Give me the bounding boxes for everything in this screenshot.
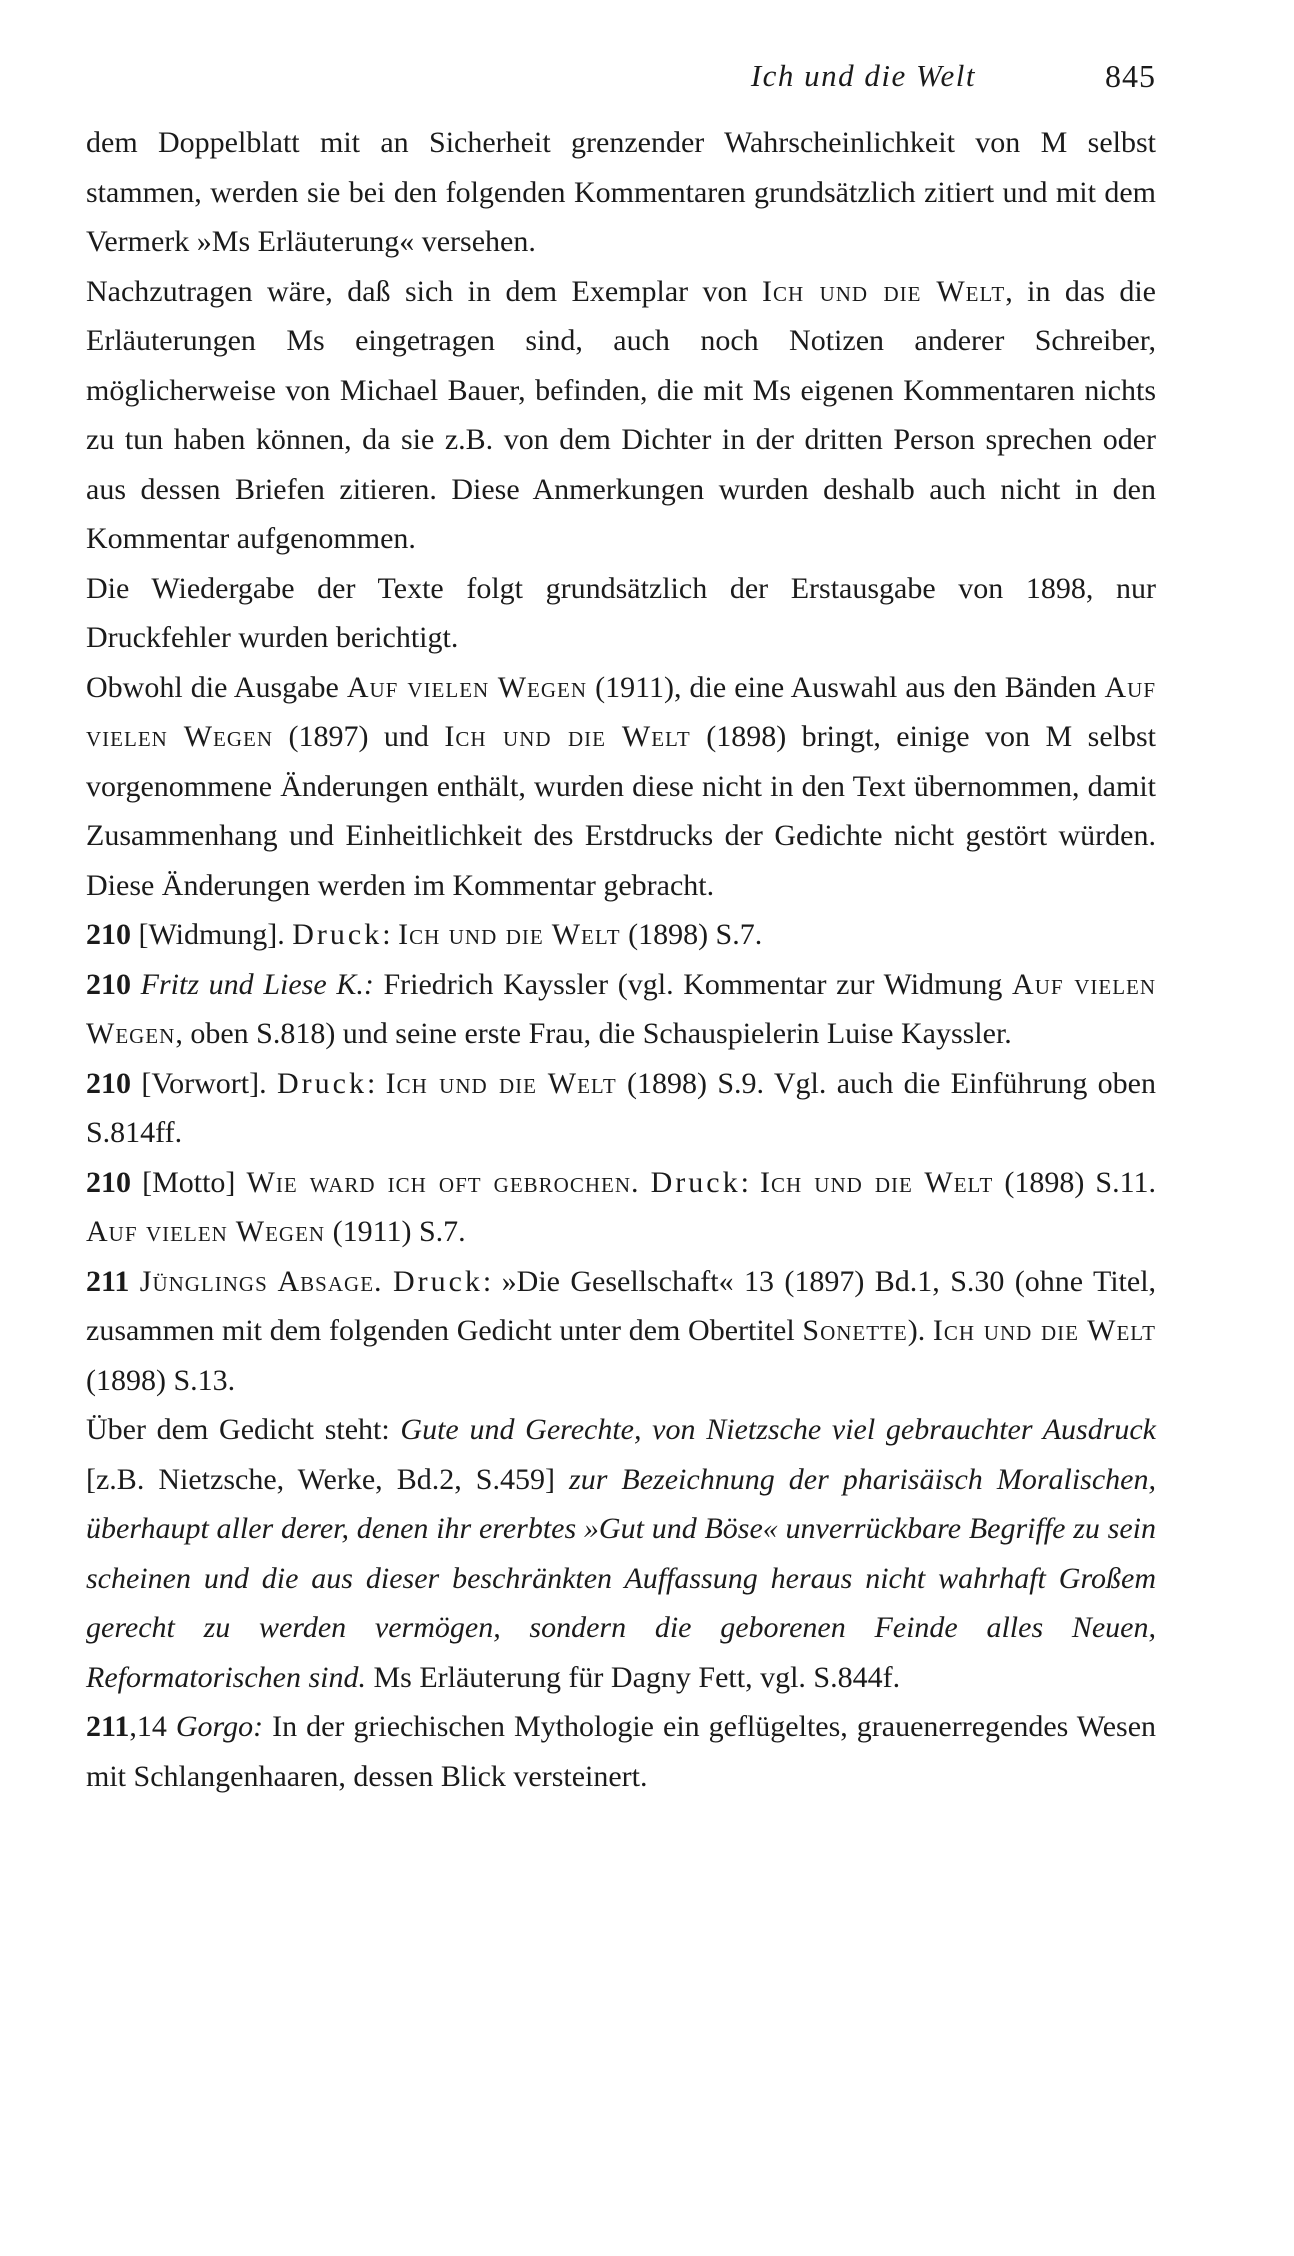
page-number: 845 bbox=[1105, 58, 1156, 94]
text-segment: Druck bbox=[276, 1066, 367, 1100]
entry-number: 210 bbox=[86, 1165, 131, 1199]
paragraph bbox=[86, 1158, 1156, 1257]
text-segment: Gorgo: bbox=[175, 1710, 264, 1743]
entry-number: 210 bbox=[86, 918, 131, 951]
text-segment: Druck bbox=[392, 1264, 483, 1298]
paragraph bbox=[86, 118, 1156, 267]
text-segment: Wie ward ich oft gebrochen. bbox=[246, 1165, 640, 1199]
text-segment: Auf vielen Wegen bbox=[86, 1215, 326, 1248]
text-segment: Ich und die Welt bbox=[932, 1314, 1156, 1347]
text-segment: Friedrich Kayssler (vgl. Kommentar zur Widmung bbox=[373, 967, 1013, 1001]
text-segment: Ich und die Welt bbox=[398, 918, 621, 951]
running-head bbox=[86, 40, 1156, 110]
text-segment: (1911), die eine Auswahl aus den Bänden bbox=[587, 670, 1105, 704]
commentary-body bbox=[86, 118, 1156, 1801]
paragraph bbox=[86, 663, 1156, 911]
running-title: Ich und die Welt bbox=[750, 58, 976, 93]
text-segment: Fritz und Liese K.: bbox=[140, 967, 374, 1001]
entry-number: 211 bbox=[86, 1264, 130, 1298]
text-segment: Gute und Gerechte, von Nietzsche viel gebrauchter Ausdruck bbox=[400, 1413, 1156, 1446]
text-segment: [z.B. Nietzsche, Werke, Bd.2, S.459] bbox=[86, 1462, 570, 1496]
text-segment: ,14 bbox=[129, 1710, 176, 1743]
paragraph bbox=[86, 1257, 1156, 1406]
text-segment bbox=[131, 968, 141, 1001]
text-segment: (1898) S.11. bbox=[993, 1165, 1157, 1199]
entry-number: 210 bbox=[86, 967, 131, 1001]
text-segment: dem Doppelblatt mit an Sicherheit grenzender Wahrscheinlichkeit von M selbst stammen, werden sie bei den folgenden Kommentaren grundsätzlich zitiert und mit dem Vermerk »Ms Erläuterung« versehen. bbox=[86, 126, 1156, 258]
text-segment: (1898) S.13. bbox=[86, 1363, 236, 1397]
text-segment: : bbox=[382, 918, 399, 951]
text-segment: , in das die Erläuterungen Ms eingetragen sind, auch noch Notizen anderer Schreiber, möglicherweise von Michael Bauer, befinden, die mit Ms eigenen Kommentaren nichts zu tun haben können, da sie z.B. von dem Dichter in der dritten Person sprechen oder aus dessen Briefen zitieren. Diese Anmerkungen wurden deshalb auch nicht in den Kommentar aufgenommen. bbox=[86, 274, 1156, 555]
text-segment: (1898) S.9. Vgl. auch die Einführung oben S.814ff. bbox=[86, 1066, 1156, 1149]
paragraph bbox=[86, 1702, 1156, 1801]
text-segment: Auf vielen Wegen bbox=[86, 967, 1157, 1050]
text-segment bbox=[129, 1265, 139, 1298]
text-segment: Ich und die Welt bbox=[444, 720, 691, 753]
text-segment: Ms Erläuterung für Dagny Fett, vgl. S.844f. bbox=[365, 1660, 901, 1694]
text-segment: Ich und die Welt bbox=[385, 1066, 617, 1100]
entry-number: 211 bbox=[86, 1710, 130, 1743]
text-segment: Ich und die Welt bbox=[760, 1165, 994, 1199]
text-segment: Auf vielen Wegen bbox=[86, 670, 1157, 753]
paragraph bbox=[86, 564, 1156, 663]
text-segment: Nachzutragen wäre, daß sich in dem Exemplar von bbox=[86, 274, 762, 308]
text-segment: In der griechischen Mythologie ein geflügeltes, grauenerregendes Wesen mit Schlangenhaaren, dessen Blick versteinert. bbox=[86, 1710, 1157, 1793]
book-page bbox=[86, 40, 1156, 1801]
text-segment: [Vorwort]. bbox=[131, 1066, 277, 1100]
paragraph bbox=[86, 267, 1156, 564]
text-segment: : bbox=[740, 1165, 761, 1199]
text-segment: Über dem Gedicht steht: bbox=[86, 1413, 401, 1446]
text-segment: zur Bezeichnung der pharisäisch Moralischen, überhaupt aller derer, denen ihr ererbtes »Gut und Böse« unverrückbare Begriffe zu sein scheinen und die aus dieser beschränkten Auffassung heraus nicht wahrhaft Großem gerecht zu werden vermögen, sondern die geborenen Feinde alles Neuen, Reformatorischen sind. bbox=[86, 1462, 1156, 1694]
text-segment: : »Die Gesellschaft« 13 (1897) Bd.1, S.30 (ohne Titel, zusammen mit dem folgenden Gedicht unter dem Obertitel bbox=[86, 1264, 1157, 1347]
text-segment: Die Wiedergabe der Texte folgt grundsätzlich der Erstausgabe von 1898, nur Druckfehler wurden berichtigt. bbox=[86, 571, 1156, 654]
text-segment: Druck bbox=[650, 1165, 741, 1199]
text-segment bbox=[640, 1166, 651, 1199]
text-segment: ). bbox=[907, 1314, 933, 1347]
text-segment: , oben S.818) und seine erste Frau, die Schauspielerin Luise Kayssler. bbox=[175, 1017, 1012, 1050]
entry-number: 210 bbox=[86, 1066, 131, 1100]
text-segment: [Widmung]. bbox=[131, 918, 293, 951]
text-segment: (1898) bringt, einige von M selbst vorgenommene Änderungen enthält, wurden diese nicht in den Text übernommen, damit Zusammenhang und Einheitlichkeit des Erstdrucks der Gedichte nicht gestört würden. Diese Änderungen werden im Kommentar gebracht. bbox=[86, 720, 1156, 902]
text-segment bbox=[383, 1265, 393, 1298]
text-segment: Sonette bbox=[802, 1314, 908, 1347]
text-segment: [Motto] bbox=[131, 1165, 247, 1199]
text-segment: (1911) S.7. bbox=[325, 1215, 466, 1248]
text-segment: Auf vielen Wegen bbox=[346, 670, 588, 704]
text-segment: Jünglings Absage. bbox=[139, 1264, 383, 1298]
text-segment: (1897) und bbox=[273, 720, 445, 753]
text-segment: Obwohl die Ausgabe bbox=[86, 670, 347, 704]
text-segment: : bbox=[366, 1066, 386, 1100]
paragraph bbox=[86, 1405, 1156, 1702]
paragraph bbox=[86, 1059, 1156, 1158]
text-segment: Druck bbox=[292, 918, 383, 951]
paragraph bbox=[86, 960, 1156, 1059]
paragraph bbox=[86, 910, 1156, 960]
text-segment: (1898) S.7. bbox=[620, 918, 763, 951]
text-segment: Ich und die Welt bbox=[761, 274, 1006, 308]
